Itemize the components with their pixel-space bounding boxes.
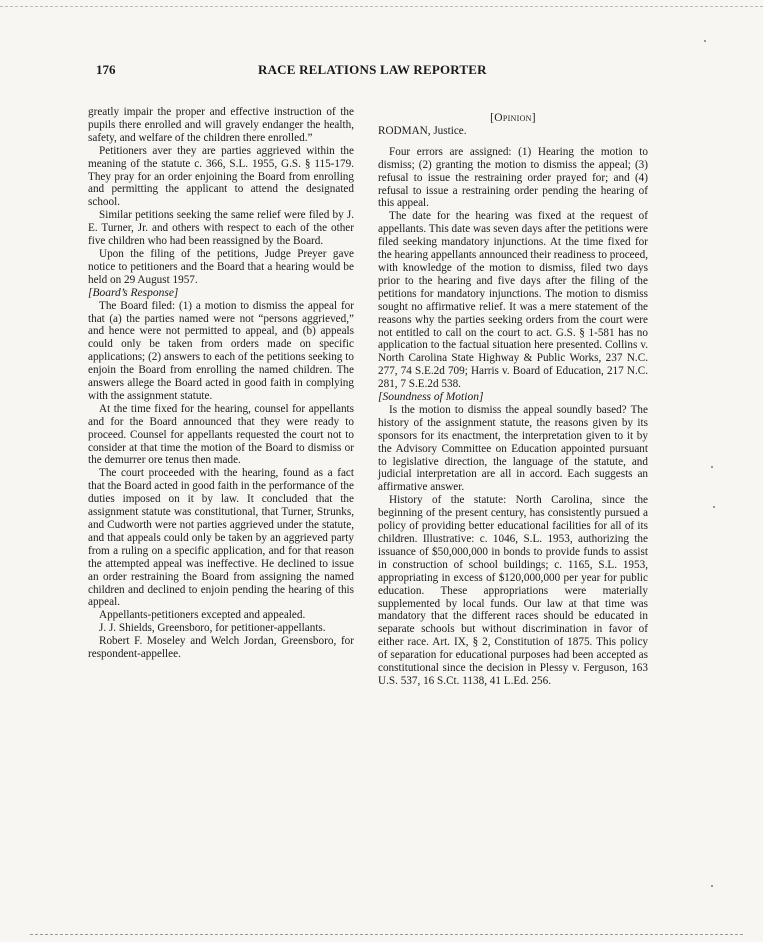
paragraph: History of the statute: North Carolina, since the beginning of the present century, has consistently pursued a policy of providing better educational facilities for all of its children. Illustrative: c. 1046, S.L. 1953, authorizing the issuance of $50,000,000 in bonds to provide funds to assist in construction of school buildings; c. 1165, S.L. 1953, appropriating in excess of $120,000,000 per year for public education. These appropriations were materially supplemented by local funds. Our law at that time was mandatory that the different races should be educated in separate schools but without discrimination in favor of either race. Art. IX, § 2, Constitution of 1875. This policy of separation for educational purposes had been accepted as constitutional since the decision in Plessy v. Ferguson, 163 U.S. 537, 16 S.Ct. 1138, 41 L.Ed. 256. xyxy=(378,494,648,687)
bottom-scan-edge xyxy=(30,934,743,935)
counsel-line: J. J. Shields, Greensboro, for petitioner-appellants. xyxy=(99,622,326,635)
counsel-line: Robert F. Moseley and Welch Jordan, Greensboro, for respondent-appellee. xyxy=(88,635,354,661)
scan-speck xyxy=(711,885,713,887)
running-title: RACE RELATIONS LAW REPORTER xyxy=(258,62,487,77)
scan-speck xyxy=(711,466,713,468)
scan-speck xyxy=(704,40,706,42)
paragraph: At the time fixed for the hearing, counsel for appellants and for the Board announced that they were ready to proceed. Counsel for appellants requested the court not to consider at that time the motion of the Board to dismiss or the demurrer ore tenus then made. xyxy=(88,402,354,467)
paragraph: Four errors are assigned: (1) Hearing the motion to dismiss; (2) granting the motion to dismiss the appeal; (3) refusal to issue the restraining order prayed for; and (4) refusal to issue a restraining order pending the hearing of this appeal. xyxy=(378,145,648,210)
section-heading-boards-response: [Board’s Response] xyxy=(88,286,179,299)
paragraph: Petitioners aver they are parties aggrieved within the meaning of the statute c. 366, S.L. 1955, G.S. § 115-179. They pray for an order enjoining the Board from enrolling and permitting the applicant to attend the designated school. xyxy=(88,144,354,209)
scan-speck xyxy=(713,506,715,508)
paragraph: The date for the hearing was fixed at the request of appellants. This date was seven days after the petitions were filed seeking mandatory injunctions. At the time fixed for the hearing appellants announced their readiness to proceed, with knowledge of the motion to dismiss, filed two days prior to the hearing and five days after the filing of the petitions for mandatory injunctions. The motion to dismiss sought no affirmative relief. It was a mere statement of the reasons why the parties seeking orders from the court were not entitled to call on the court to act. G.S. § 1-581 has no application to the factual situation here presented. Collins v. North Carolina State Highway & Public Works, 237 N.C. 277, 74 S.E.2d 709; Harris v. Board of Education, 217 N.C. 281, 7 S.E.2d 538. xyxy=(378,210,648,391)
top-scan-edge xyxy=(0,6,763,7)
section-heading-soundness-of-motion: [Soundness of Motion] xyxy=(378,391,484,404)
paragraph: Similar petitions seeking the same relief were filed by J. E. Turner, Jr. and others with respect to each of the other five children who had been reassigned by the Board. xyxy=(88,209,354,248)
paragraph: The court proceeded with the hearing, found as a fact that the Board acted in good faith in the performance of the duties imposed on it by law. It concluded that the assignment statute was constitutional, that Turner, Strunks, and Cudworth were not parties aggrieved under the statute, and that appeals could only be taken by an aggrieved party from a ruling on a specific application, and for that reason the attempted appeal was ineffective. He declined to issue an order restraining the Board from assigning the named children and declined to enjoin pending the hearing of this appeal. xyxy=(88,467,354,609)
opinion-heading: [Opinion] xyxy=(490,112,536,124)
paragraph: Is the motion to dismiss the appeal soundly based? The history of the assignment statute, the reasons given by its sponsors for its enactment, the interpretation given to it by the Advisory Committee on Education appointed pursuant to legislative direction, the language of the statute, and judicial interpretation are all in accord. Each suggests an affirmative answer. xyxy=(378,403,648,494)
paragraph: Upon the filing of the petitions, Judge Preyer gave notice to petitioners and the Board that a hearing would be held on 29 August 1957. xyxy=(88,247,354,286)
left-column xyxy=(88,106,354,661)
right-column xyxy=(378,112,648,688)
paragraph: The Board filed: (1) a motion to dismiss the appeal for that (a) the parties named were not “persons aggrieved,” and hence were not permitted to appeal, and (b) appeals could only be taken from orders made on specific applications; (2) answers to each of the petitions seeking to enjoin the Board from enrolling the named children. The answers allege the Board acted in good faith in complying with the assignment statute. xyxy=(88,299,354,402)
paragraph: Appellants-petitioners excepted and appealed. xyxy=(99,609,306,622)
justice-name: RODMAN, Justice. xyxy=(378,124,467,137)
page-header xyxy=(0,62,763,82)
paragraph: greatly impair the proper and effective instruction of the pupils there enrolled and will gravely endanger the health, safety, and welfare of the children there enrolled.” xyxy=(88,106,354,144)
page-number: 176 xyxy=(96,62,116,77)
